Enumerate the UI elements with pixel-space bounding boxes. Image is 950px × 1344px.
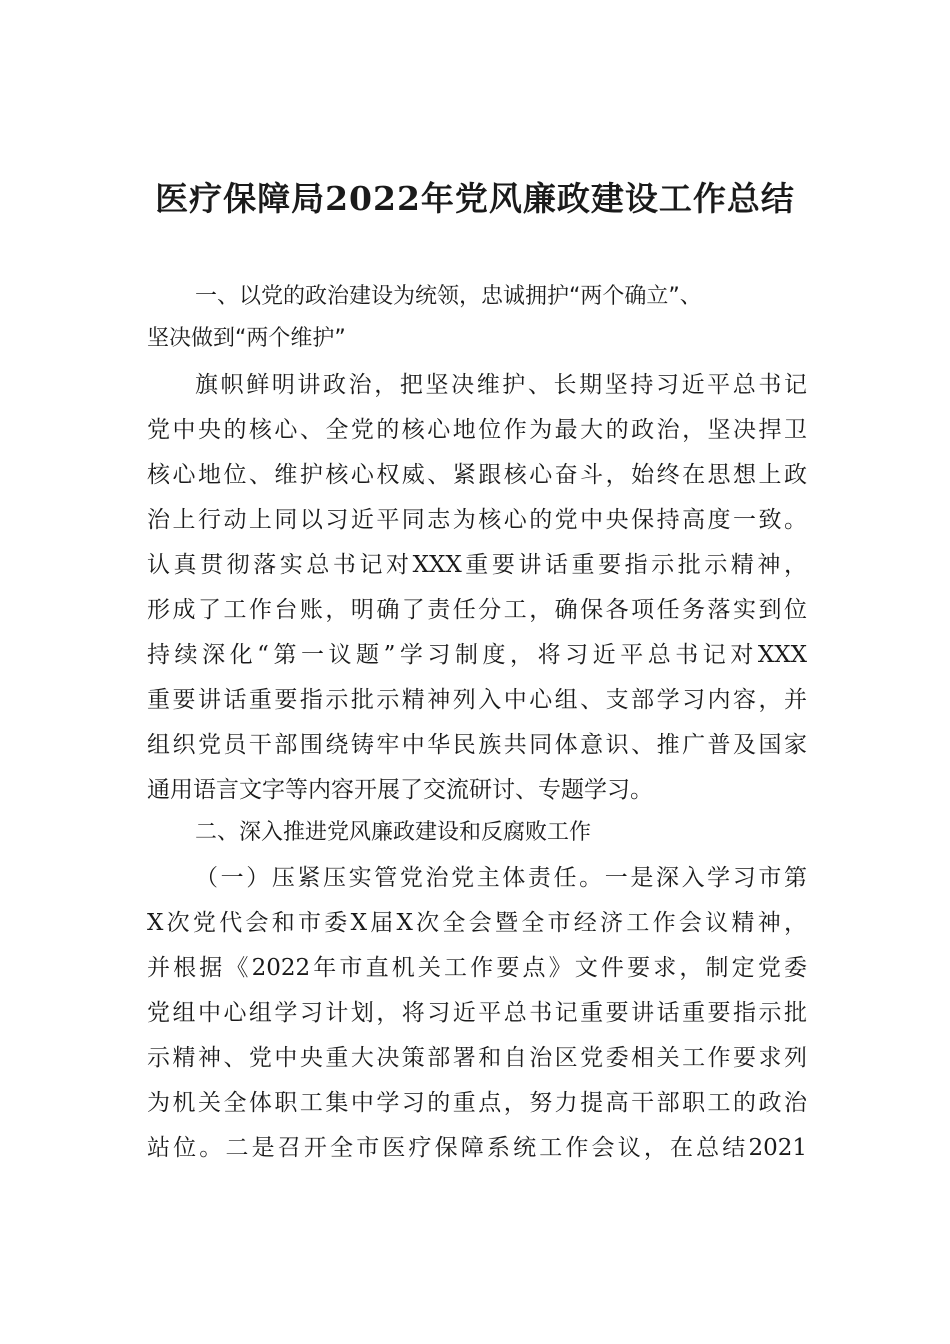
section-heading-1-line-1: 一、以党的政治建设为统领，忠诚拥护“两个确立”、 bbox=[195, 284, 702, 309]
body-line: 示精神、党中央重大决策部署和自治区党委相关工作要求列 bbox=[147, 1045, 807, 1071]
document-title: 医疗保障局2022年党风廉政建设工作总结 bbox=[155, 179, 795, 218]
body-line: 党中央的核心、全党的核心地位作为最大的政治，坚决捍卫 bbox=[147, 417, 807, 443]
body-line: 并根据《2022年市直机关工作要点》文件要求，制定党委 bbox=[147, 955, 807, 981]
body-line: 旗帜鲜明讲政治，把坚决维护、长期坚持习近平总书记 bbox=[195, 372, 807, 398]
body-line: 重要讲话重要指示批示精神列入中心组、支部学习内容，并 bbox=[147, 687, 807, 713]
body-line: 党组中心组学习计划，将习近平总书记重要讲话重要指示批 bbox=[147, 1000, 807, 1026]
body-line: 站位。二是召开全市医疗保障系统工作会议，在总结2021 bbox=[147, 1135, 807, 1161]
body-line: 治上行动上同以习近平同志为核心的党中央保持高度一致。 bbox=[147, 507, 807, 533]
body-line: 核心地位、维护核心权威、紧跟核心奋斗，始终在思想上政 bbox=[147, 462, 807, 488]
body-line: 认真贯彻落实总书记对XXX重要讲话重要指示批示精神， bbox=[147, 552, 807, 578]
body-line: （一）压紧压实管党治党主体责任。一是深入学习市第 bbox=[195, 865, 807, 891]
body-line: 组织党员干部围绕铸牢中华民族共同体意识、推广普及国家 bbox=[147, 732, 807, 758]
body-line: 持续深化“第一议题”学习制度，将习近平总书记对XXX bbox=[147, 642, 807, 668]
section-heading-1-line-2: 坚决做到“两个维护” bbox=[147, 326, 346, 351]
body-line: 形成了工作台账，明确了责任分工，确保各项任务落实到位 bbox=[147, 597, 807, 623]
section-heading-2: 二、深入推进党风廉政建设和反腐败工作 bbox=[195, 820, 592, 845]
body-line: X次党代会和市委X届X次全会暨全市经济工作会议精神， bbox=[147, 910, 807, 936]
body-line: 为机关全体职工集中学习的重点，努力提高干部职工的政治 bbox=[147, 1090, 807, 1116]
body-line: 通用语言文字等内容开展了交流研讨、专题学习。 bbox=[147, 777, 653, 803]
